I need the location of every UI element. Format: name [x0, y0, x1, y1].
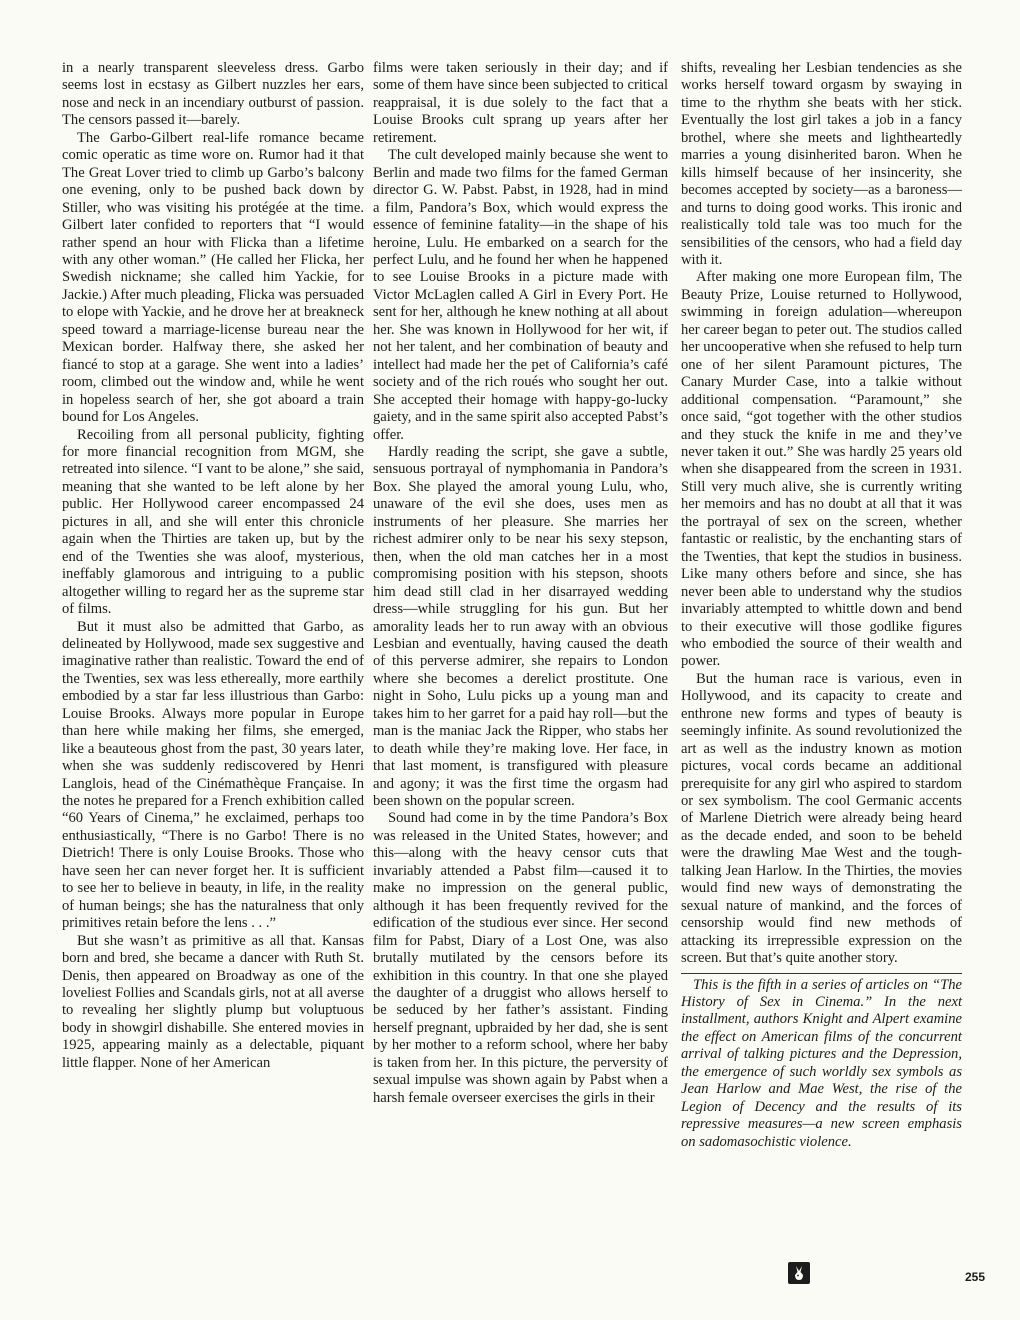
paragraph: shifts, revealing her Lesbian tendencies as she works herself toward orgasm by swaying in time to the rhythm she beats with her stick. Eventually the lost girl takes a job in a fancy brothel, where she meets and lightheartedly marries a young disinherited baron. When he kills himself because of her insincerity, she becomes accepted by society—as a baroness—and turns to doing good works. This ironic and realistically told tale was too much for the sensibilities of the censors, who had a field day with it. [681, 60, 962, 268]
series-note [681, 977, 962, 1152]
article-column-1 [62, 60, 364, 1072]
series-note-text: This is the fifth in a series of articles on “The History of Sex in Cinema.” In the next installment, authors Knight and Alpert examine the effect on American films of the concurrent arrival of talking pictures and the Depression, the emergence of such worldly sex symbols as Jean Harlow and Mae West, the rise of the Legion of Decency and the results of its repressive measures—a new screen emphasis on sadomasochistic violence. [681, 976, 962, 1150]
paragraph: But she wasn’t as primitive as all that. Kansas born and bred, she became a dancer with Ruth St. Denis, then appeared on Broadway as one of the loveliest Follies and Scandals girls, not at all averse to revealing her slightly plump but voluptuous body in showgirl dishabille. She entered movies in 1925, appearing mainly as a delectable, piquant little flapper. None of her American [62, 932, 364, 1071]
article-column-2 [373, 60, 668, 1107]
paragraph: Hardly reading the script, she gave a subtle, sensuous portrayal of nymphomania in Pandora’s Box. She played the amoral young Lulu, who, unaware of the evil she does, uses men as instruments of her pleasure. She marries her richest admirer only to be near his sexy stepson, then, when the old man catches her in a most compromising position with his stepson, shoots him dead still clad in her disarrayed wedding dress—while struggling for his gun. But her amorality leads her to run away with an obvious Lesbian and eventually, having caused the death of this perverse admirer, she repairs to London where she becomes a derelict prostitute. One night in Soho, Lulu picks up a young man and takes him to her garret for a paid hay roll—but the man is the maniac Jack the Ripper, who stabs her to death while they’re making love. Her face, in that last moment, is transfigured with pleasure and agony; it was the first time the orgasm had been shown on the popular screen. [373, 443, 668, 810]
paragraph: But it must also be admitted that Garbo, as delineated by Hollywood, made sex suggestive and imaginative rather than realistic. Toward the end of the Twenties, sex was less ethereally, more earthily embodied by a star far less illustrious than Garbo: Louise Brooks. Always more popular in Europe than here while making her films, she emerged, like a beauteous ghost from the past, 30 years later, when she was suddenly rediscovered by Henri Langlois, head of the Cinémathèque Française. In the notes he prepared for a French exhibition called “60 Years of Cinema,” he exclaimed, perhaps too enthusiastically, “There is no Garbo! There is no Dietrich! There is only Louise Brooks. Those who have seen her can never forget her. It is sufficient to see her to believe in beauty, in life, in the reality of human beings; she has the naturalness that only primitives retain before the lens . . .” [62, 618, 364, 932]
paragraph: The cult developed mainly because she went to Berlin and made two films for the famed German director G. W. Pabst. Pabst, in 1928, had in mind a film, Pandora’s Box, which would express the essence of feminine fatality—in the shape of his heroine, Lulu. He embarked on a search for the perfect Lulu, and he found her when he happened to see Louise Brooks in a picture made with Victor McLaglen called A Girl in Every Port. He sent for her, although he knew nothing at all about her. She was known in Hollywood for her wit, if not her talent, and her combination of beauty and intellect had made her the pet of California’s café society and of the rich roués who sought her out. She accepted their homage with happy-go-lucky gaiety, and in the same spirit also accepted Pabst’s offer. [373, 147, 668, 443]
page-number: 255 [965, 1270, 986, 1284]
paragraph: in a nearly transparent sleeveless dress. Garbo seems lost in ecstasy as Gilbert nuzzles her ears, nose and neck in an incendiary outburst of passion. The censors passed it—barely. [62, 60, 364, 129]
rabbit-head-icon [788, 1262, 810, 1284]
paragraph: But the human race is various, even in Hollywood, and its capacity to create and enthrone new forms and types of beauty is seemingly infinite. As sound revolutionized the art as well as the industry known as motion pictures, vocal cords became an additional prerequisite for any girl who aspired to stardom or sex symbolism. The cool Germanic accents of Marlene Dietrich were already being heard as the decade ended, and soon to be beheld were the drawling Mae West and the tough-talking Jean Harlow. In the Thirties, the movies would find new ways of demonstrating the sexual nature of mankind, and the forces of censorship would find new methods of attacking its irrepressible expression on the screen. But that’s quite another story. [681, 670, 962, 967]
divider [681, 973, 962, 974]
paragraph: films were taken seriously in their day; and if some of them have since been subjected to critical reappraisal, it is due solely to the fact that a Louise Brooks cult sprang up years after her retirement. [373, 60, 668, 146]
paragraph: Sound had come in by the time Pandora’s Box was released in the United States, however; and this—along with the heavy censor cuts that invariably attended a Pabst film—caused it to make no impression on the general public, although it has been frequently revived for the edification of the studious ever since. Her second film for Pabst, Diary of a Lost One, was also brutally mutilated by the censors before its exhibition in this country. In that one she played the daughter of a druggist who allows herself to be seduced by her father’s assistant. Finding herself pregnant, upbraided by her dad, she is sent by her mother to a reform school, where her baby is taken from her. In this picture, the perversity of sexual impulse was shown again by Pabst when a harsh female overseer exercises the girls in their [373, 810, 668, 1106]
paragraph: Recoiling from all personal publicity, fighting for more financial recognition from MGM, she retreated into silence. “I vant to be alone,” she said, meaning that she wanted to be left alone by her public. Her Hollywood career encompassed 24 pictures in all, and she will enter this chronicle again when the Thirties are taken up, but by the end of the Twenties she was aloof, mysterious, ineffably glamorous and intriguing to a public altogether willing to regard her as the supreme star of films. [62, 426, 364, 618]
paragraph: The Garbo-Gilbert real-life romance became comic operatic as time wore on. Rumor had it that The Great Lover tried to climb up Garbo’s balcony one evening, only to be pushed back down by Stiller, who was visiting his protégée at the time. Gilbert later confided to reporters that “I would rather spend an hour with Flicka than a lifetime with any other woman.” (He called her Flicka, her Swedish nickname; she called him Yackie, for Jackie.) After much pleading, Flicka was persuaded to elope with Yackie, and he drove her at breakneck speed toward a marriage-license bureau near the Mexican border. Halfway there, she asked her fiancé to stop at a garage. She went into a ladies’ room, climbed out the window and, while he went in hopeless search of her, she got aboard a train bound for Los Angeles. [62, 129, 364, 426]
article-column-3 [681, 60, 962, 1151]
paragraph: After making one more European film, The Beauty Prize, Louise returned to Hollywood, swimming in foreign adulation—whereupon her career began to peter out. The studios called her uncooperative when she refused to help turn one of her silent Paramount pictures, The Canary Murder Case, into a talkie without additional compensation. “Paramount,” she once said, “got together with the other studios and they stuck the knife in me and they’ve never taken it out.” She was hardly 25 years old when she disappeared from the screen in 1931. Still very much alive, she is currently writing her memoirs and has no doubt at all that it was the portrayal of sex on the screen, whether fantastic or realistic, by the enchanting stars of the Twenties, that kept the studios in business. Like many others before and since, she has never been able to understand why the studios invariably attempted to whittle down and bend to their executive will those godlike figures who embodied the source of their wealth and power. [681, 269, 962, 670]
